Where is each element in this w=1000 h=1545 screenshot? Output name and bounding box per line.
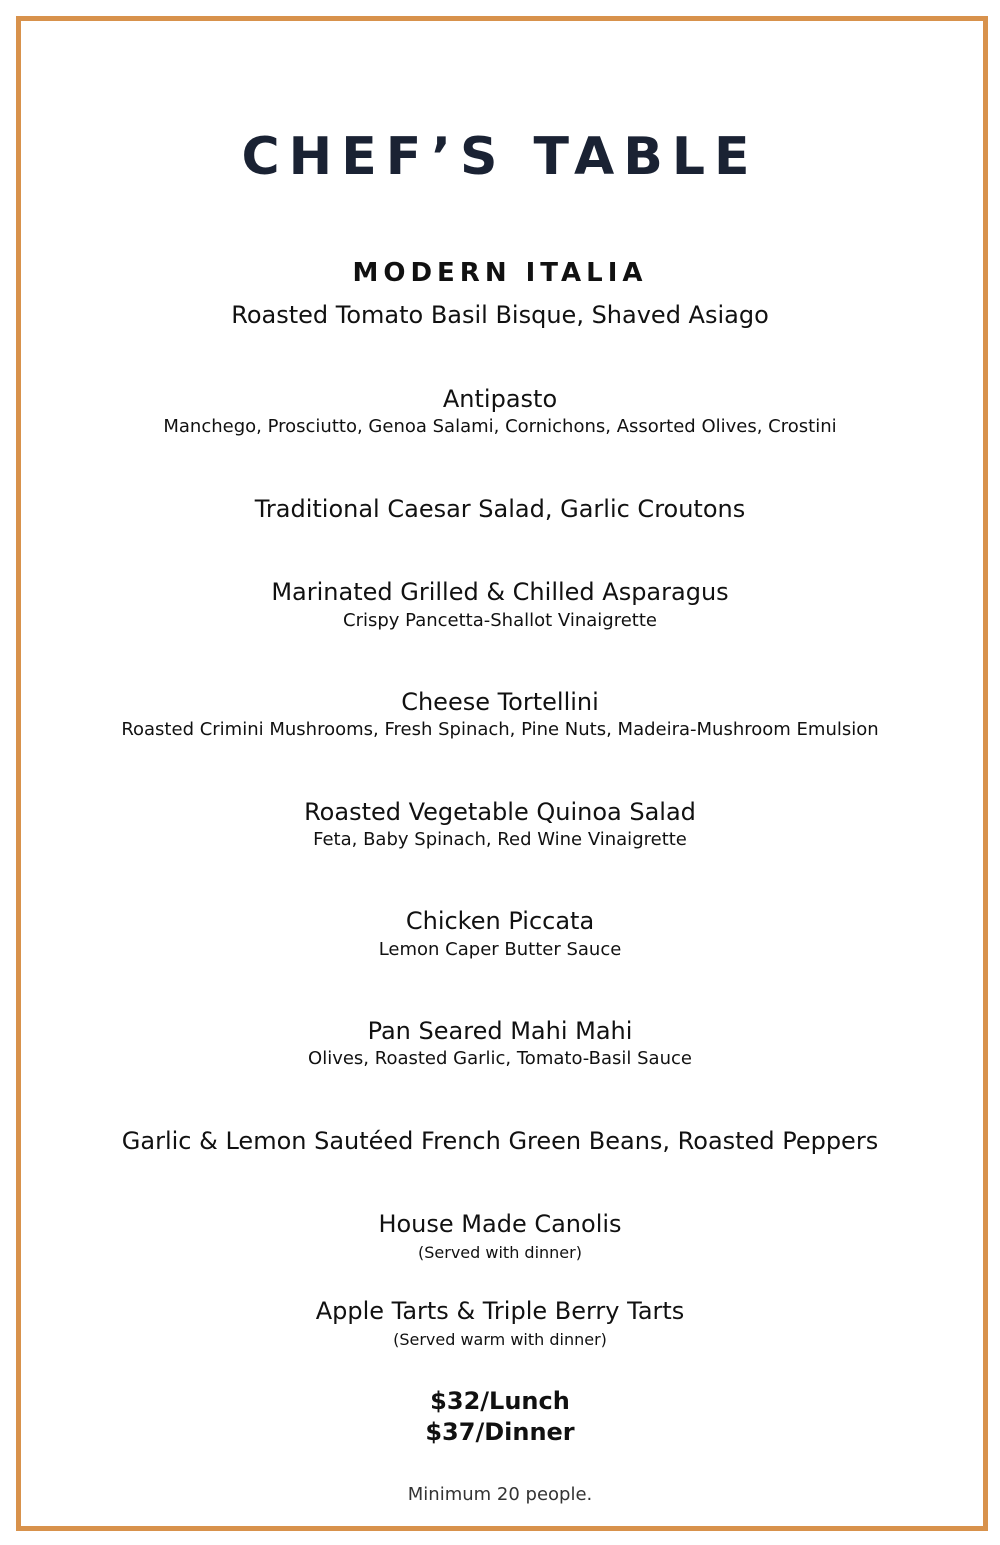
item-name-green-beans: Garlic & Lemon Sautéed French Green Beans, Roasted Peppers: [121, 1127, 879, 1155]
item-desc-antipasto: Manchego, Prosciutto, Genoa Salami, Cornichons, Assorted Olives, Crostini: [163, 416, 837, 437]
item-name-quinoa-salad: Roasted Vegetable Quinoa Salad: [304, 798, 696, 826]
item-desc-chicken-piccata: Lemon Caper Butter Sauce: [378, 939, 622, 960]
item-desc-mahi-mahi: Olives, Roasted Garlic, Tomato-Basil Sauce: [308, 1048, 692, 1069]
item-desc-tortellini: Roasted Crimini Mushrooms, Fresh Spinach, Pine Nuts, Madeira-Mushroom Emulsion: [121, 719, 879, 740]
item-name-tarts: Apple Tarts & Triple Berry Tarts: [315, 1297, 685, 1325]
item-note-canolis: (Served with dinner): [418, 1243, 582, 1262]
item-desc-asparagus: Crispy Pancetta-Shallot Vinaigrette: [343, 610, 657, 631]
item-desc-quinoa-salad: Feta, Baby Spinach, Red Wine Vinaigrette: [313, 829, 687, 850]
item-name-asparagus: Marinated Grilled & Chilled Asparagus: [271, 578, 729, 606]
item-name-caesar-salad: Traditional Caesar Salad, Garlic Croutons: [254, 495, 746, 523]
item-name-canolis: House Made Canolis: [378, 1210, 622, 1238]
menu-subtitle: MODERN ITALIA: [352, 258, 648, 288]
minimum-note: Minimum 20 people.: [407, 1484, 593, 1505]
item-name-chicken-piccata: Chicken Piccata: [405, 907, 595, 935]
price-lunch: $32/Lunch: [430, 1387, 570, 1415]
item-note-tarts: (Served warm with dinner): [393, 1330, 607, 1349]
menu-title: CHEF’S TABLE: [241, 127, 759, 187]
item-name-mahi-mahi: Pan Seared Mahi Mahi: [367, 1017, 633, 1045]
price-dinner: $37/Dinner: [425, 1418, 575, 1446]
item-name-antipasto: Antipasto: [442, 385, 558, 413]
soup-course: Roasted Tomato Basil Bisque, Shaved Asiago: [231, 301, 769, 329]
item-name-tortellini: Cheese Tortellini: [401, 688, 599, 716]
